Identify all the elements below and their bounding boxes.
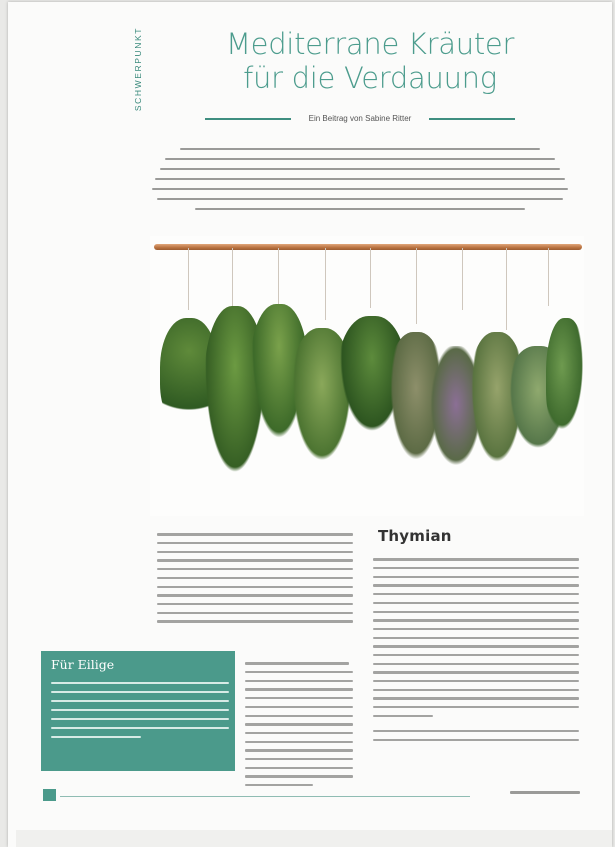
body-text-line <box>245 732 353 734</box>
lead-text-line <box>160 168 560 170</box>
body-text-line <box>157 620 353 622</box>
summary-text-line <box>51 727 229 729</box>
body-text-line <box>157 542 353 544</box>
body-text-line <box>245 784 313 786</box>
summary-text-line <box>51 718 229 720</box>
page-title-line1: Mediterrane Kräuter <box>225 27 515 61</box>
section-heading: Thymian <box>378 527 452 545</box>
body-text-line <box>373 637 579 639</box>
wooden-pole <box>154 244 582 250</box>
body-text-line <box>245 767 353 769</box>
body-text-line <box>157 586 353 588</box>
string <box>548 248 549 306</box>
body-text-line <box>157 551 353 553</box>
herb-bunch-edge <box>546 318 584 438</box>
body-text-line <box>373 715 433 717</box>
lead-paragraph <box>150 140 570 238</box>
body-text-line <box>373 663 579 665</box>
body-text-line <box>245 758 353 760</box>
body-text-line <box>157 533 353 535</box>
footer-rule <box>60 796 470 797</box>
lead-text-line <box>152 188 568 190</box>
page-title-line2: für die Verdauung <box>243 61 497 95</box>
body-text-line <box>157 612 353 614</box>
body-text-line <box>373 689 579 691</box>
body-text-line <box>373 645 579 647</box>
summary-text-line <box>51 700 229 702</box>
body-text-line <box>373 619 579 621</box>
scan-margin <box>16 830 612 847</box>
body-text-line <box>245 741 353 743</box>
body-text-line <box>373 558 579 560</box>
byline: Ein Beitrag von Sabine Ritter <box>308 114 412 123</box>
body-text-line <box>157 594 353 596</box>
body-text-line <box>373 611 579 613</box>
body-text-line <box>245 775 353 777</box>
body-text-line <box>373 730 579 732</box>
byline-row <box>205 112 515 126</box>
body-text-line <box>373 739 579 741</box>
body-text-line <box>373 697 579 699</box>
body-text-line <box>245 706 353 708</box>
body-text-line <box>245 671 353 673</box>
lead-text-line <box>195 208 525 210</box>
summary-box <box>41 651 235 771</box>
body-column-left-lower <box>245 656 353 786</box>
body-text-line <box>157 568 353 570</box>
lead-text-line <box>155 178 565 180</box>
summary-text-line <box>51 691 229 693</box>
body-text-line <box>157 559 353 561</box>
body-text-line <box>373 593 579 595</box>
byline-rule-left <box>205 118 291 120</box>
string <box>370 248 371 308</box>
body-text-line <box>245 723 353 725</box>
body-text-line <box>245 749 353 751</box>
summary-text-line <box>51 682 229 684</box>
body-text-line <box>245 680 353 682</box>
string <box>462 248 463 310</box>
page-title <box>160 27 580 95</box>
summary-text-line <box>51 736 141 738</box>
string <box>278 248 279 304</box>
byline-rule-right <box>429 118 515 120</box>
hanging-herbs-photo <box>150 236 584 516</box>
body-column-left <box>157 527 353 623</box>
body-text-line <box>373 628 579 630</box>
body-text-line <box>373 584 579 586</box>
lead-text-line <box>180 148 540 150</box>
magazine-issue-footer <box>510 791 580 794</box>
body-text-line <box>157 577 353 579</box>
string <box>188 248 189 310</box>
body-text-line <box>373 567 579 569</box>
body-text-line <box>245 662 349 664</box>
lead-text-line <box>157 198 563 200</box>
string <box>325 248 326 320</box>
body-text-line <box>373 706 579 708</box>
string <box>506 248 507 330</box>
body-text-line <box>373 680 579 682</box>
body-text-line <box>373 654 579 656</box>
lead-text-line <box>165 158 555 160</box>
body-column-right <box>373 552 579 741</box>
body-text-line <box>245 697 353 699</box>
page-number-badge <box>43 789 56 801</box>
body-text-line <box>157 603 353 605</box>
body-text-line <box>245 688 353 690</box>
body-text-line <box>245 715 353 717</box>
section-rubric <box>130 24 144 120</box>
string <box>416 248 417 324</box>
section-rubric-label: SCHWERPUNKT <box>133 26 143 112</box>
body-text-line <box>373 671 579 673</box>
summary-text-line <box>51 709 229 711</box>
string <box>232 248 233 314</box>
body-text-line <box>373 602 579 604</box>
summary-box-heading: Für Eilige <box>51 657 115 672</box>
body-text-line <box>373 576 579 578</box>
